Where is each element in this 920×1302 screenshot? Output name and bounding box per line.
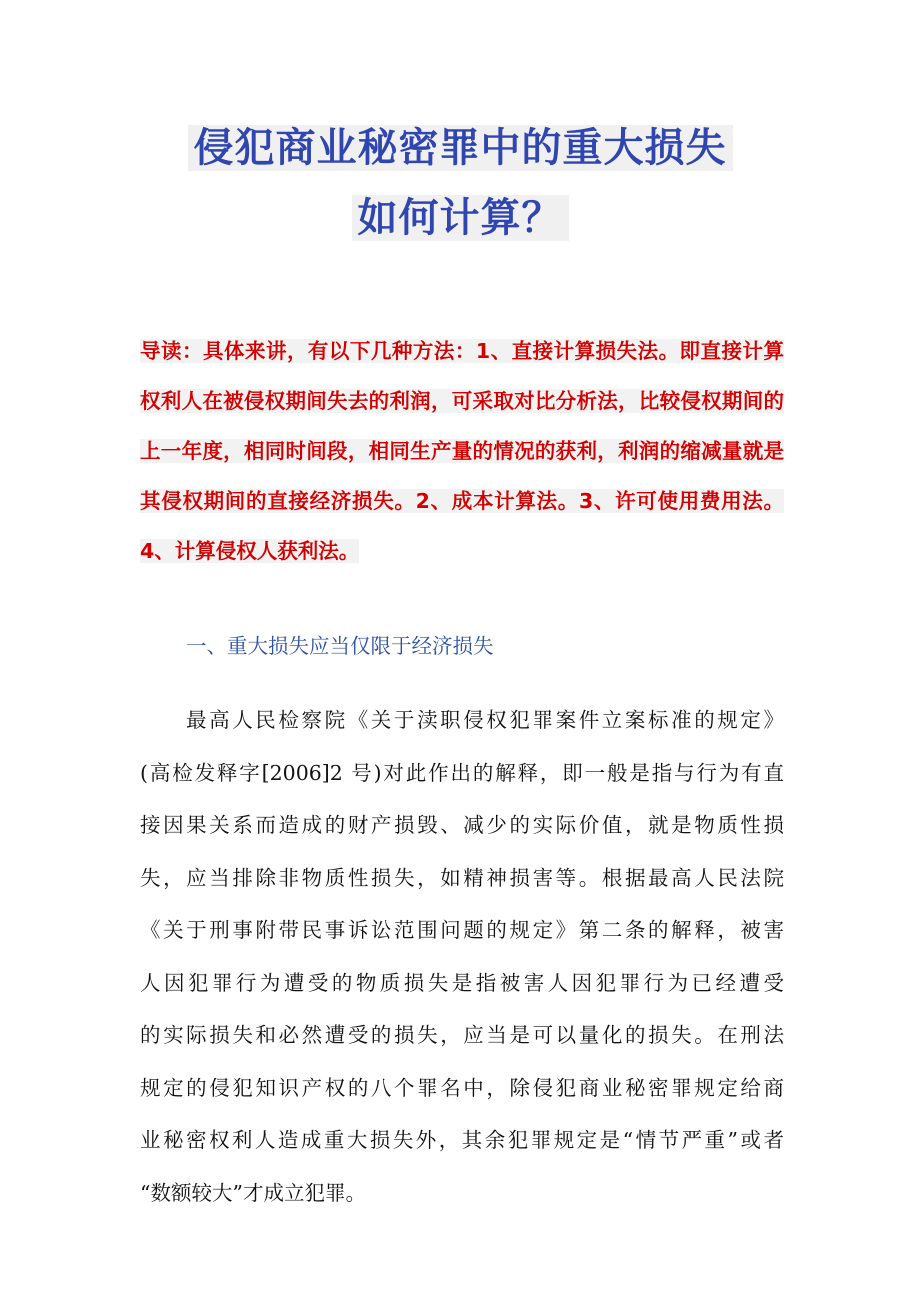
paragraph-line: 规定的侵犯知识产权的八个罪名中，除侵犯商业秘密罪规定给商 bbox=[140, 1075, 784, 1100]
section-heading: 一、重大损失应当仅限于经济损失 bbox=[186, 634, 494, 658]
lead-paragraph bbox=[140, 326, 784, 576]
paragraph-line: 的实际损失和必然遭受的损失，应当是可以量化的损失。在刑法 bbox=[140, 1023, 784, 1047]
paragraph-line: 《关于刑事附带民事诉讼范围问题的规定》第二条的解释，被害 bbox=[140, 918, 784, 942]
paragraph-line: 接因果关系而造成的财产损毁、减少的实际价值，就是物质性损 bbox=[140, 813, 784, 837]
paragraph-line: 最高人民检察院《关于渎职侵权犯罪案件立案标准的规定》 bbox=[186, 708, 784, 732]
paragraph-line: “数额较大”才成立犯罪。 bbox=[140, 1180, 366, 1205]
body-paragraph bbox=[140, 694, 784, 1219]
title-text: 侵犯商业秘密罪中的重大损失 bbox=[188, 125, 733, 171]
lead-text: 导读：具体来讲，有以下几种方法：1、直接计算损失法。即直接计算权利人在被侵权期间失去的利润，可采取对比分析法，比较侵权期间的上一年度，相同时间段，相同生产量的情况的获利，利润的缩减量就是其侵权期间的直接经济损失。2、成本计算法。3、许可使用费用法。4、计算侵权人获利法。 bbox=[140, 339, 784, 563]
document-title-line-2 bbox=[0, 190, 920, 246]
paragraph-line: 人因犯罪行为遭受的物质损失是指被害人因犯罪行为已经遭受 bbox=[140, 970, 784, 995]
paragraph-line: 业秘密权利人造成重大损失外，其余犯罪规定是“情节严重”或者 bbox=[140, 1128, 784, 1152]
title-text: 如何计算？ bbox=[352, 195, 569, 241]
paragraph-line: (高检发释字[2006]2 号)对此作出的解释，即一般是指与行为有直 bbox=[140, 760, 784, 785]
paragraph-line: 失，应当排除非物质性损失，如精神损害等。根据最高人民法院 bbox=[140, 865, 784, 890]
document-title-line-1 bbox=[0, 120, 920, 176]
